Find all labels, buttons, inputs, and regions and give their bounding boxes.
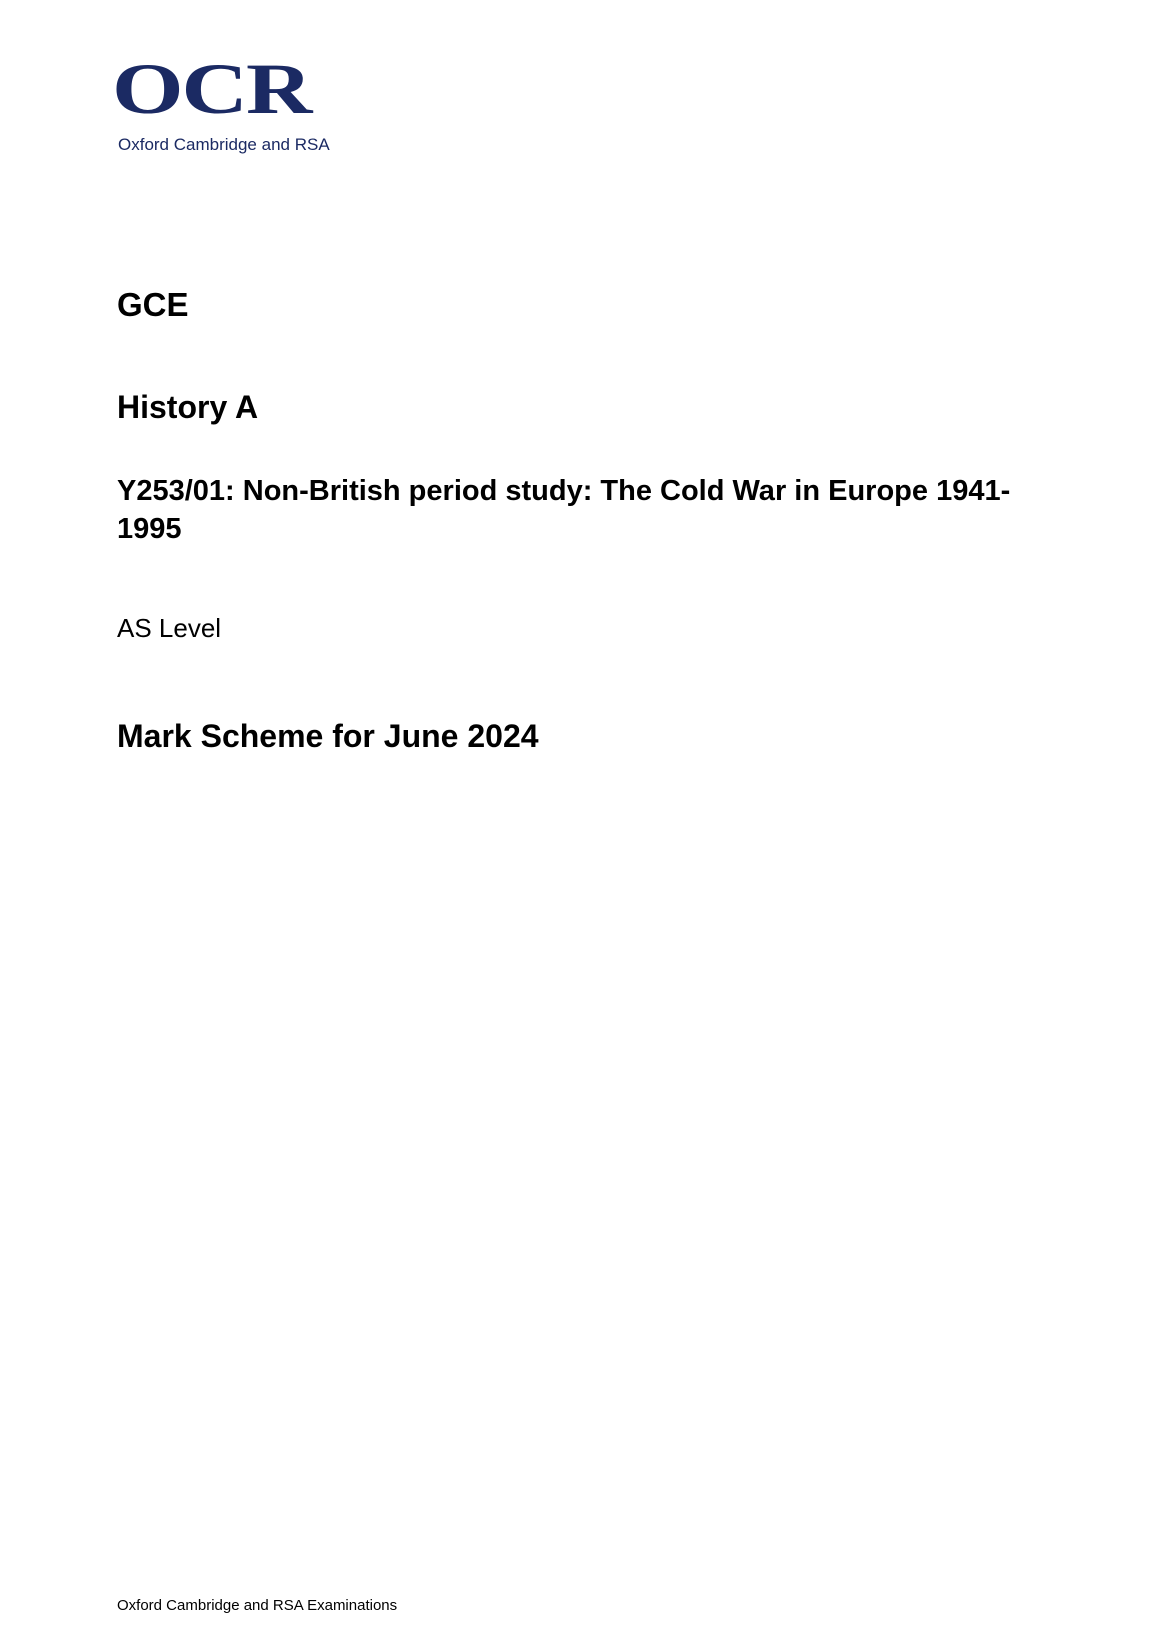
ocr-logo [112,48,372,166]
level-label: AS Level [117,613,222,643]
qualification-heading: GCE [117,286,189,323]
unit-title: Y253/01: Non-British period study: The Cold War in Europe 1941-1995 [117,475,1011,545]
subject-heading: History A [117,389,259,425]
document-title: Mark Scheme for June 2024 [117,718,539,754]
logo-strapline: Oxford Cambridge and RSA [118,135,330,154]
logo-wordmark: OCR [112,48,311,129]
footer-text: Oxford Cambridge and RSA Examinations [117,1597,398,1614]
